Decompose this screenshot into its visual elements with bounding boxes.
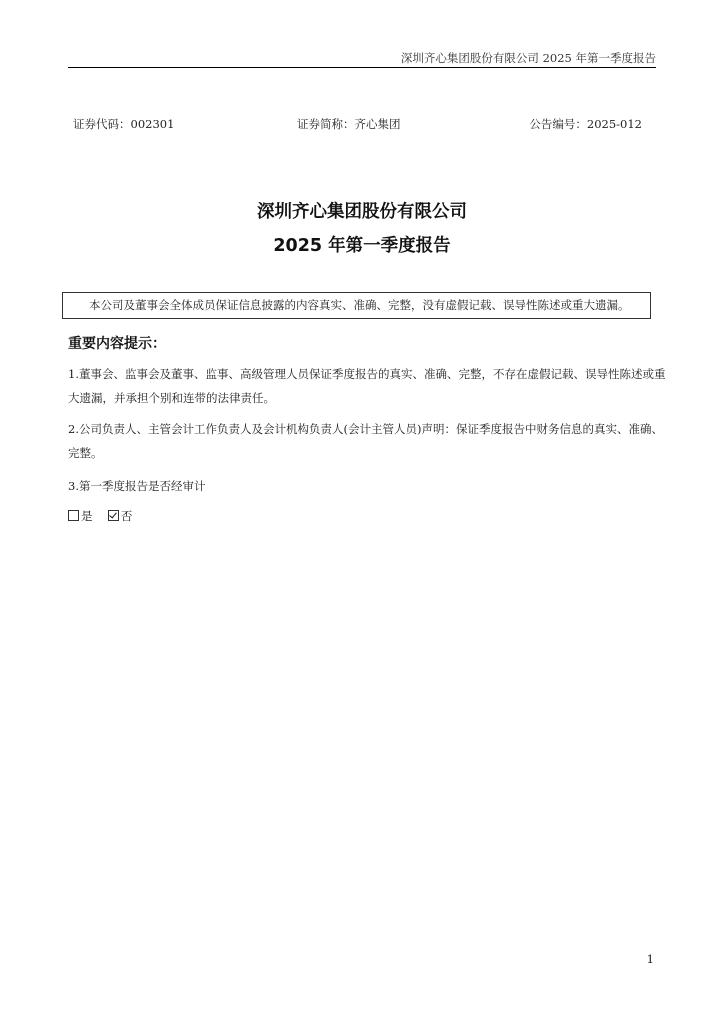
disclosure-statement: 本公司及董事会全体成员保证信息披露的内容真实、准确、完整，没有虚假记载、误导性陈述或重大遗漏。	[62, 292, 651, 319]
announcement-number: 公告编号：2025-012	[529, 117, 642, 131]
audit-options	[68, 504, 132, 528]
checkbox-checked-icon	[108, 510, 119, 521]
report-title-period: 2025 年第一季度报告	[273, 236, 451, 256]
important-notice-heading: 重要内容提示：	[68, 336, 166, 352]
notice-item-1-line-2: 大遗漏，并承担个别和连带的法律责任。	[68, 391, 275, 405]
checkbox-unchecked-icon	[68, 510, 79, 521]
stock-code: 证券代码：002301	[73, 117, 175, 131]
notice-item-2-line-2: 完整。	[68, 446, 103, 460]
running-header: 深圳齐心集团股份有限公司 2025 年第一季度报告	[400, 51, 656, 65]
notice-item-1-line-1: 1.董事会、监事会及董事、监事、高级管理人员保证季度报告的真实、准确、完整，不存在虚假记载、误导性陈述或重	[68, 367, 666, 381]
header-divider	[68, 67, 656, 68]
audit-no-label: 否	[120, 509, 133, 523]
page-number: 1	[646, 952, 654, 966]
notice-item-2	[68, 417, 663, 465]
stock-abbreviation: 证券简称：齐心集团	[297, 117, 401, 131]
notice-item-1	[68, 362, 666, 410]
notice-item-3	[68, 474, 658, 498]
report-title-company: 深圳齐心集团股份有限公司	[257, 202, 467, 222]
notice-item-3-line: 3.第一季度报告是否经审计	[68, 479, 206, 493]
audit-yes-label: 是	[81, 509, 93, 523]
notice-item-2-line-1: 2.公司负责人、主管会计工作负责人及会计机构负责人(会计主管人员)声明：保证季度报告中财务信息的真实、准确、	[68, 422, 663, 436]
